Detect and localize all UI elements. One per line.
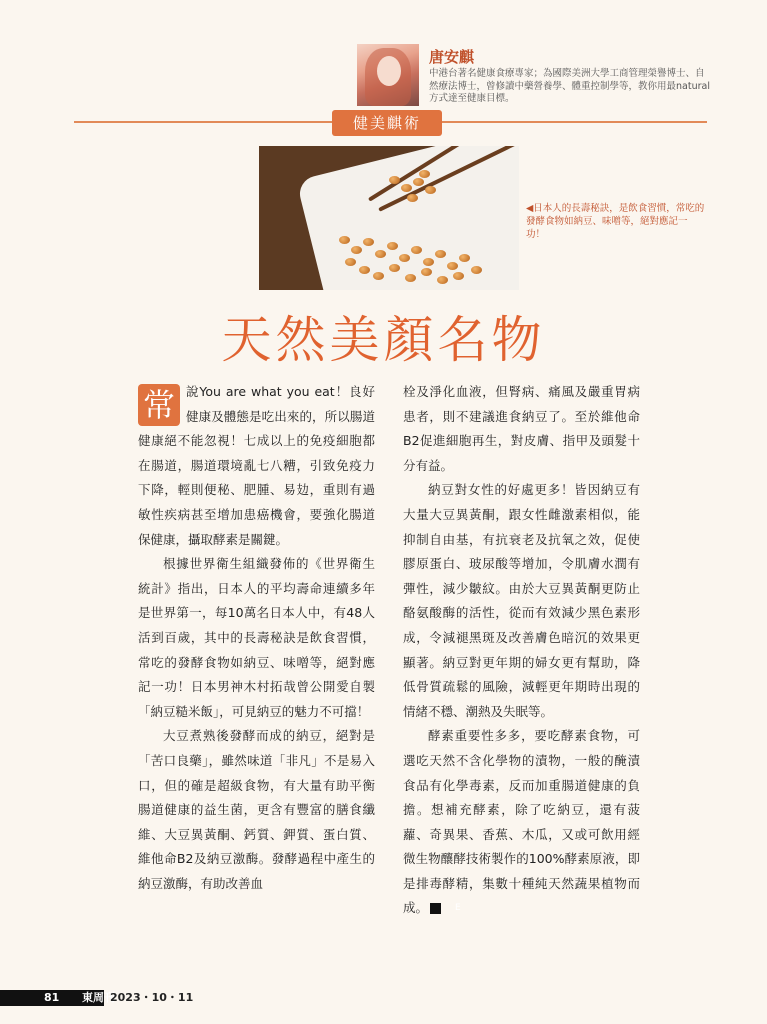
- paragraph-text: 說You are what you eat！良好健康及體態是吃出來的，所以腸道健康絕不能忽視！七成以上的免疫細胞都在腸道，腸道環境亂七八糟，引致免疫力下降，輕則便秘、肥腫、易攰，重則有過敏性疾病甚至增加患癌機會，要強化腸道保健康，攝取酵素是關鍵。: [138, 384, 375, 547]
- natto-bean: [419, 170, 430, 178]
- author-block: [357, 44, 710, 106]
- natto-bean: [437, 276, 448, 284]
- article-paragraph: 納豆對女性的好處更多！皆因納豆有大量大豆異黃酮，跟女性雌激素相似，能抑制自由基，有抗衰老及抗氧之效，促使膠原蛋白、玻尿酸等增加，令肌膚水潤有彈性，減少皺紋。由於大豆異黃酮更防止酪氨酸酶的活性，從而有效減少黑色素形成，令減褪黑斑及改善膚色暗沉的效果更顯著。納豆對更年期的婦女更有幫助，降低骨質疏鬆的風險，減輕更年期時出現的情緒不穩、潮熱及失眠等。: [403, 482, 640, 719]
- article-paragraph: [138, 380, 375, 552]
- natto-bean: [435, 250, 446, 258]
- natto-bean: [345, 258, 356, 266]
- natto-bean: [471, 266, 482, 274]
- author-photo-face: [377, 56, 401, 86]
- page-footer: [0, 990, 767, 1006]
- natto-bean: [425, 186, 436, 194]
- column-badge: 健美麒術: [332, 110, 442, 136]
- plate: [296, 146, 519, 290]
- natto-bean: [363, 238, 374, 246]
- natto-bean: [373, 272, 384, 280]
- natto-photo: [259, 146, 519, 290]
- end-mark-icon: E: [430, 903, 441, 914]
- article-headline: 天然美顏名物: [221, 311, 546, 369]
- photo-caption: ◀日本人的長壽秘訣，是飲食習慣，常吃的發酵食物如納豆、味噌等，絕對應記一功！: [526, 203, 705, 240]
- natto-bean: [453, 272, 464, 280]
- natto-bean: [389, 264, 400, 272]
- issue-date: 2023・10・11: [110, 991, 194, 1004]
- natto-bean: [421, 268, 432, 276]
- natto-bean: [351, 246, 362, 254]
- natto-bean: [411, 246, 422, 254]
- natto-bean: [401, 184, 412, 192]
- author-name: 唐安麒: [429, 48, 475, 66]
- article-paragraph: 根據世界衛生組織發佈的《世界衛生統計》指出，日本人的平均壽命連續多年是世界第一，每10萬名日本人中，有48人活到百歲，其中的長壽秘訣是飲食習慣，常吃的發酵食物如納豆、味噌等，絕對應記一功！日本男神木村拓哉曾公開愛自製「納豆糙米飯」，可見納豆的魅力不可擋！: [138, 556, 375, 719]
- article-paragraph: [403, 724, 640, 921]
- article-column-right: [403, 380, 640, 921]
- drop-cap: 常: [138, 384, 180, 426]
- page-number: 81: [44, 991, 60, 1004]
- natto-bean: [413, 178, 424, 186]
- natto-bean: [387, 242, 398, 250]
- natto-bean: [459, 254, 470, 262]
- paragraph-text: 酵素重要性多多，要吃酵素食物，可選吃天然不含化學物的漬物，一般的醃漬食品有化學毒素，反而加重腸道健康的負擔。想補充酵素，除了吃納豆，還有菠蘿、奇異果、香蕉、木瓜，又或可飲用經微生物釀酵技術製作的100%酵素原液，即是排毒酵精，集數十種純天然蔬果植物而成。: [403, 728, 640, 916]
- natto-bean: [375, 250, 386, 258]
- natto-bean: [407, 194, 418, 202]
- author-bio: 中港台著名健康食療專家；為國際美洲大學工商管理榮譽博士、自然療法博士，曾修讀中藥營養學、體重控制學等，教你用最natural方式達至健康目標。: [429, 68, 710, 104]
- natto-bean: [359, 266, 370, 274]
- natto-bean: [339, 236, 350, 244]
- natto-bean: [423, 258, 434, 266]
- natto-bean: [389, 176, 400, 184]
- natto-bean: [447, 262, 458, 270]
- natto-bean: [399, 254, 410, 262]
- author-photo: [357, 44, 419, 106]
- natto-bean: [405, 274, 416, 282]
- article-column-left: [138, 380, 375, 896]
- article-paragraph: 栓及淨化血液，但腎病、痛風及嚴重胃病患者，則不建議進食納豆了。至於維他命B2促進細胞再生，對皮膚、指甲及頭髮十分有益。: [403, 384, 640, 473]
- article-paragraph: 大豆煮熟後發酵而成的納豆，絕對是「苦口良藥」，雖然味道「非凡」不是易入口，但的確是超級食物，有大量有助平衡腸道健康的益生菌，更含有豐富的膳食纖維、大豆異黃酮、鈣質、鉀質、蛋白質、維他命B2及納豆激酶。發酵過程中產生的納豆激酶，有助改善血: [138, 728, 375, 891]
- magazine-logo: 東周刊: [82, 991, 115, 1004]
